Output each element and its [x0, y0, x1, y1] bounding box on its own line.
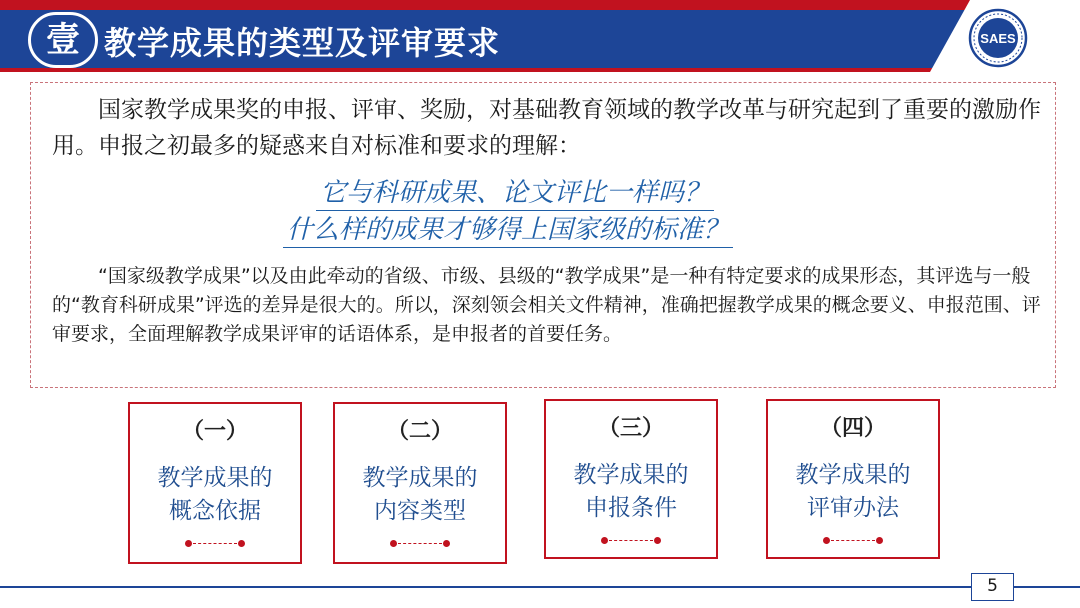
- card-divider: [390, 540, 450, 548]
- header-red-stripe: [0, 0, 1080, 10]
- card-divider: [185, 540, 245, 548]
- card-concept-basis[interactable]: [128, 402, 302, 564]
- card-label-line2: 内容类型: [374, 498, 466, 524]
- card-number: （二）: [386, 419, 453, 444]
- card-label-line1: 教学成果的: [157, 465, 273, 491]
- card-label-line1: 教学成果的: [362, 465, 478, 491]
- card-number: （一）: [181, 419, 248, 444]
- header-red-underline: [0, 68, 1080, 72]
- card-number: （四）: [819, 416, 886, 441]
- card-application-conditions[interactable]: [544, 399, 718, 559]
- card-divider: [601, 537, 661, 545]
- card-label: [546, 459, 716, 525]
- card-divider: [823, 537, 883, 545]
- card-label-line1: 教学成果的: [573, 462, 689, 488]
- card-content-types[interactable]: [333, 402, 507, 564]
- card-label-line2: 评审办法: [807, 495, 899, 521]
- logo-text: SAES: [980, 31, 1016, 46]
- saes-logo-icon: [966, 8, 1030, 68]
- card-review-methods[interactable]: [766, 399, 940, 559]
- card-label-line2: 申报条件: [585, 495, 677, 521]
- card-label-line2: 概念依据: [169, 498, 261, 524]
- question-2: 什么样的成果才够得上国家级的标准？: [283, 213, 733, 248]
- page-number: 5: [971, 573, 1014, 601]
- page-title: 教学成果的类型及评审要求: [104, 24, 501, 62]
- card-label: [768, 459, 938, 525]
- intro-paragraph: 国家教学成果奖的申报、评审、奖励，对基础教育领域的教学改革与研究起到了重要的激励作用。申报之初最多的疑惑来自对标准和要求的理解：: [52, 97, 1041, 159]
- card-number: （三）: [597, 416, 664, 441]
- card-label-line1: 教学成果的: [795, 462, 911, 488]
- footer-line: [0, 586, 1080, 588]
- section-number-badge: 壹: [28, 12, 98, 68]
- card-label: [130, 462, 300, 528]
- question-1: 它与科研成果、论文评比一样吗？: [316, 176, 714, 211]
- card-label: [335, 462, 505, 528]
- explanation-paragraph: “国家级教学成果”以及由此牵动的省级、市级、县级的“教学成果”是一种有特定要求的成果形态，其评选与一般的“教育科研成果”评选的差异是很大的。所以，深刻领会相关文件精神，准确把握教学成果的概念要义、申报范围、评审要求，全面理解教学成果评审的话语体系，是申报者的首要任务。: [52, 265, 1041, 345]
